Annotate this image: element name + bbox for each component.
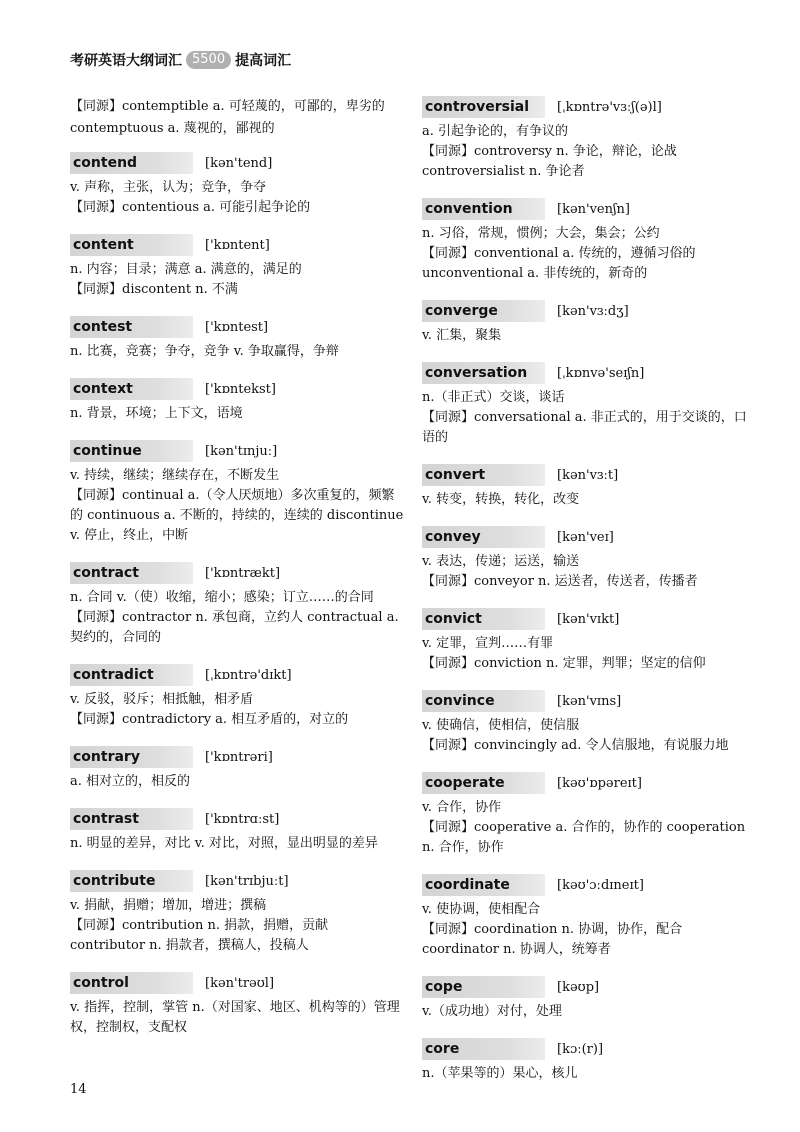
headword: control (70, 972, 193, 994)
page-number: 14 (70, 1082, 87, 1097)
definition: v. 定罪，宣判……有罪 (422, 636, 554, 651)
phonetic: ['kɒntest] (205, 319, 269, 335)
headword: context (70, 378, 193, 400)
headword: convince (422, 690, 545, 712)
phonetic: [kɔː(r)] (557, 1041, 604, 1057)
definition: v. 指挥，控制，掌管 n.（对国家、地区、机构等的）管理权，控制权，支配权 (70, 1000, 400, 1035)
definition: v.（成功地）对付，处理 (422, 1004, 562, 1019)
definition: n.（苹果等的）果心，核儿 (422, 1066, 578, 1081)
definition: v. 持续，继续；继续存在，不断发生 (70, 468, 280, 483)
definition: n. 明显的差异，对比 v. 对比，对照，显出明显的差异 (70, 836, 378, 851)
phonetic: [kən'trəʊl] (205, 975, 275, 991)
phonetic: [kən'venʃn] (557, 201, 630, 217)
phonetic: [ˌkɒntrə'dɪkt] (205, 667, 292, 683)
headword: contradict (70, 664, 193, 686)
page-header (70, 50, 291, 70)
cognate-note: 【同源】contradictory a. 相互矛盾的，对立的 (70, 712, 349, 727)
vocab-entry (70, 746, 405, 792)
vocab-entry (70, 234, 405, 300)
headword-row (422, 464, 750, 486)
header-title-left: 考研英语大纲词汇 (70, 53, 182, 69)
vocab-entry (70, 378, 405, 424)
headword: contest (70, 316, 193, 338)
phonetic: ['kɒntent] (205, 237, 270, 253)
vocab-entry (422, 96, 750, 182)
right-entries (422, 96, 750, 1084)
definition: n. 背景，环境；上下文，语境 (70, 406, 243, 421)
vocab-entry (422, 198, 750, 284)
headword-row (422, 608, 750, 630)
headword-row (422, 362, 750, 384)
header-badge: 5500 (186, 51, 231, 69)
headword-row (70, 972, 405, 994)
headword: cope (422, 976, 545, 998)
headword-row (422, 300, 750, 322)
cognate-note: 【同源】convincingly ad. 令人信服地，有说服力地 (422, 738, 729, 753)
headword-row (422, 526, 750, 548)
vocab-entry (70, 808, 405, 854)
headword-row (70, 440, 405, 462)
definition: n. 习俗，常规，惯例；大会，集会；公约 (422, 226, 660, 241)
headword-row (70, 234, 405, 256)
cognate-note: 【同源】continual a.（令人厌烦地）多次重复的，频繁的 continuous a. 不断的，持续的，连续的 discontinue v. 停止，终止，中断 (70, 488, 404, 543)
vocab-entry (422, 608, 750, 674)
definition: a. 相对立的，相反的 (70, 774, 191, 789)
phonetic: [kəʊ'ɒpəreɪt] (557, 775, 642, 791)
phonetic: [kən'tend] (205, 155, 273, 171)
headword-row (70, 316, 405, 338)
phonetic: ['kɒntekst] (205, 381, 276, 397)
cognate-note: 【同源】controversy n. 争论，辩论，论战 controversialist n. 争论者 (422, 144, 677, 179)
cognate-note: 【同源】contribution n. 捐款，捐赠，贡献 contributor n. 捐款者，撰稿人，投稿人 (70, 918, 329, 953)
headword: contract (70, 562, 193, 584)
headword: coordinate (422, 874, 545, 896)
intro-text: 【同源】contemptible a. 可轻蔑的，可鄙的，卑劣的 contemptuous a. 蔑视的，鄙视的 (70, 99, 385, 136)
definition: v. 使协调，使相配合 (422, 902, 541, 917)
definition: v. 汇集，聚集 (422, 328, 502, 343)
phonetic: [kən'vɜːt] (557, 467, 619, 483)
vocab-entry (422, 464, 750, 510)
cognate-note: 【同源】contractor n. 承包商，立约人 contractual a. 契约的，合同的 (70, 610, 399, 645)
definition: n. 内容；目录；满意 a. 满意的，满足的 (70, 262, 302, 277)
headword: contend (70, 152, 193, 174)
cognate-note: 【同源】discontent n. 不满 (70, 282, 238, 297)
vocab-entry (70, 316, 405, 362)
definition: n.（非正式）交谈，谈话 (422, 390, 565, 405)
headword-row (422, 976, 750, 998)
headword-row (70, 808, 405, 830)
definition: v. 反驳，驳斥；相抵触，相矛盾 (70, 692, 254, 707)
headword-row (422, 772, 750, 794)
cognate-note: 【同源】conversational a. 非正式的，用于交谈的，口语的 (422, 410, 747, 445)
definition: v. 捐献，捐赠；增加，增进；撰稿 (70, 898, 267, 913)
vocab-entry (70, 440, 405, 546)
cognate-note: 【同源】conviction n. 定罪，判罪；坚定的信仰 (422, 656, 706, 671)
headword: conversation (422, 362, 545, 384)
vocab-entry (422, 362, 750, 448)
headword: continue (70, 440, 193, 462)
headword-row (422, 1038, 750, 1060)
phonetic: [kən'trɪbjuːt] (205, 873, 289, 889)
header-title-right: 提高词汇 (235, 53, 292, 69)
cognate-note: 【同源】contentious a. 可能引起争论的 (70, 200, 311, 215)
phonetic: [kən'veɪ] (557, 529, 614, 545)
phonetic: [kən'tɪnjuː] (205, 443, 278, 459)
definition: v. 转变，转换，转化，改变 (422, 492, 580, 507)
vocab-entry (422, 690, 750, 756)
cognate-note: 【同源】conventional a. 传统的，遵循习俗的 unconventional a. 非传统的，新奇的 (422, 246, 696, 281)
phonetic: [kən'vɪns] (557, 693, 622, 709)
headword: controversial (422, 96, 545, 118)
vocab-entry (422, 526, 750, 592)
left-entries (70, 152, 405, 1038)
headword-row (422, 96, 750, 118)
vocab-entry (422, 300, 750, 346)
headword-row (70, 664, 405, 686)
definition: v. 使确信，使相信，使信服 (422, 718, 580, 733)
headword: content (70, 234, 193, 256)
phonetic: [ˌkɒntrə'vɜːʃ(ə)l] (557, 99, 662, 115)
headword: converge (422, 300, 545, 322)
headword: core (422, 1038, 545, 1060)
phonetic: [kəʊp] (557, 979, 600, 995)
headword-row (70, 746, 405, 768)
phonetic: ['kɒntrɑːst] (205, 811, 280, 827)
vocab-entry (70, 562, 405, 648)
phonetic: ['kɒntrækt] (205, 565, 281, 581)
headword: convert (422, 464, 545, 486)
phonetic: [ˌkɒnvə'seɪʃn] (557, 365, 645, 381)
phonetic: [kən'vɜːdʒ] (557, 303, 629, 319)
headword-row (422, 198, 750, 220)
definition: v. 声称，主张，认为；竞争，争夺 (70, 180, 267, 195)
vocab-entry (70, 664, 405, 730)
definition: v. 表达，传递；运送，输送 (422, 554, 580, 569)
left-column (70, 96, 405, 1054)
headword-row (70, 870, 405, 892)
phonetic: [kən'vɪkt] (557, 611, 620, 627)
vocab-entry (70, 972, 405, 1038)
headword: contrast (70, 808, 193, 830)
headword: contribute (70, 870, 193, 892)
phonetic: ['kɒntrəri] (205, 749, 273, 765)
cognate-note: 【同源】coordination n. 协调，协作，配合 coordinator n. 协调人，统筹者 (422, 922, 683, 957)
headword-row (422, 874, 750, 896)
headword: convey (422, 526, 545, 548)
vocab-entry (422, 976, 750, 1022)
vocab-entry (422, 874, 750, 960)
vocab-entry (70, 870, 405, 956)
vocab-entry (422, 1038, 750, 1084)
cognate-note: 【同源】conveyor n. 运送者，传送者，传播者 (422, 574, 698, 589)
phonetic: [kəʊ'ɔːdɪneɪt] (557, 877, 644, 893)
headword: convict (422, 608, 545, 630)
headword-row (70, 378, 405, 400)
headword: convention (422, 198, 545, 220)
headword-row (422, 690, 750, 712)
headword-row (70, 152, 405, 174)
headword: contrary (70, 746, 193, 768)
definition: a. 引起争论的，有争议的 (422, 124, 569, 139)
headword-row (70, 562, 405, 584)
definition: n. 合同 v.（使）收缩，缩小；感染；订立……的合同 (70, 590, 374, 605)
cognate-note: 【同源】cooperative a. 合作的，协作的 cooperation n. 合作，协作 (422, 820, 746, 855)
vocab-entry (422, 772, 750, 858)
definition: n. 比赛，竞赛；争夺，竞争 v. 争取赢得，争辩 (70, 344, 339, 359)
headword: cooperate (422, 772, 545, 794)
vocab-entry (70, 152, 405, 218)
definition: v. 合作，协作 (422, 800, 502, 815)
right-column (422, 96, 750, 1100)
